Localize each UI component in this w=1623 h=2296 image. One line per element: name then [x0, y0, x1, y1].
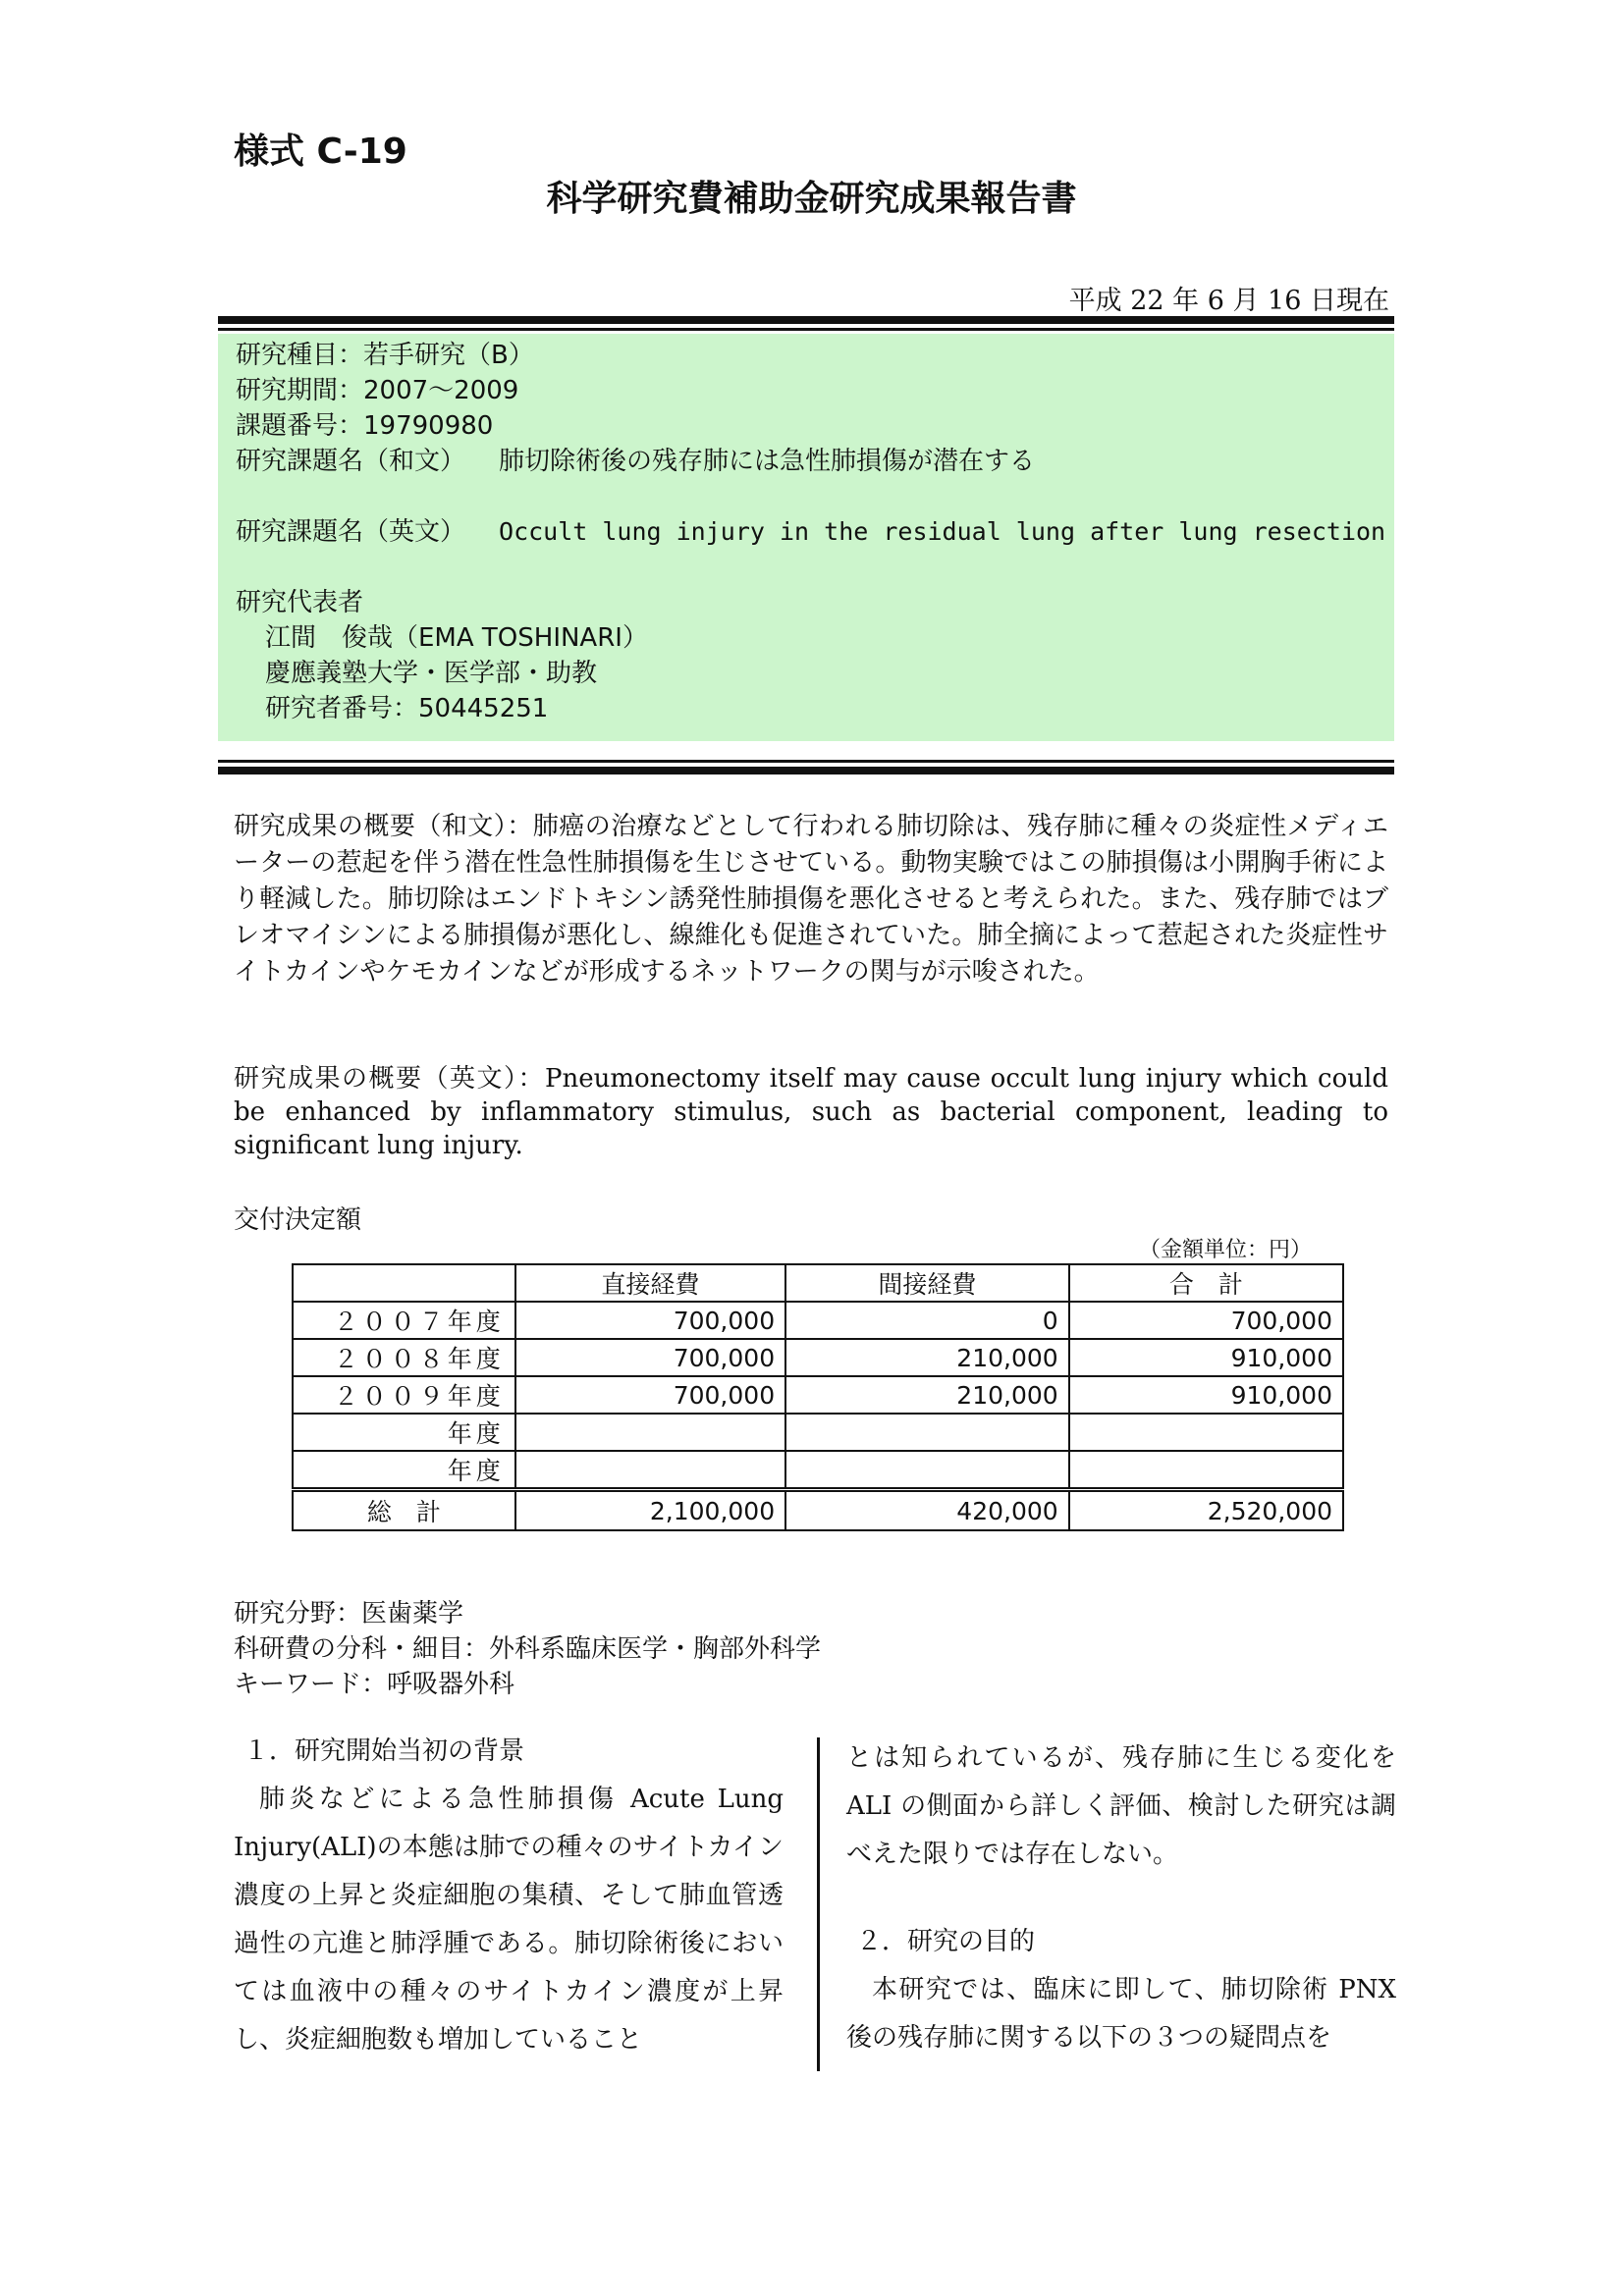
section-2-heading: ２．研究の目的	[856, 1927, 1036, 1956]
grant-total-indirect: 420,000	[785, 1490, 1069, 1531]
project-number: 課題番号：19790980	[236, 411, 494, 441]
form-label: 様式 C-19	[234, 132, 407, 172]
grant-total-direct: 2,100,000	[515, 1490, 785, 1531]
title-ja-row	[236, 444, 1394, 479]
grant-indirect: 0	[785, 1302, 1069, 1339]
abstract-en	[234, 1062, 1388, 1162]
grant-year: ２００８年度	[293, 1339, 515, 1376]
grant-total-row	[293, 1490, 1343, 1531]
body-right-column	[846, 1735, 1396, 2062]
grant-year: ２００９年度	[293, 1376, 515, 1414]
grant-header-direct: 直接経費	[515, 1264, 785, 1302]
table-row	[293, 1302, 1343, 1339]
section-1-continued: とは知られているが、残存肺に生じる変化をALI の側面から詳しく評価、検討した研究は調べえた限りでは存在しない。	[846, 1743, 1396, 1869]
keyword: キーワード：呼吸器外科	[234, 1670, 515, 1699]
title-en-row	[236, 514, 1394, 550]
grant-unit: （金額単位：円）	[1139, 1238, 1313, 1262]
research-period: 研究期間：2007～2009	[236, 376, 519, 405]
grant-total: 910,000	[1069, 1376, 1343, 1414]
abstract-ja	[234, 809, 1388, 990]
grant-direct: 700,000	[515, 1339, 785, 1376]
body-left-column	[234, 1728, 784, 2064]
grant-label: 交付決定額	[234, 1205, 362, 1235]
grant-table	[292, 1263, 1344, 1531]
grant-direct	[515, 1414, 785, 1451]
title-en: Occult lung injury in the residual lung after lung resection	[499, 517, 1386, 546]
top-rule-thick	[218, 316, 1394, 324]
affiliation: 慶應義塾大学・医学部・助教	[265, 659, 598, 688]
classification	[234, 1596, 821, 1702]
section-1-text: 肺炎などによる急性肺損傷 Acute Lung Injury(ALI)の本態は肺での種々のサイトカイン濃度の上昇と炎症細胞の集積、そして肺血管透過性の亢進と肺浮腫である。肺切除術後においては血液中の種々のサイトカイン濃度が上昇し、炎症細胞数も増加していること	[234, 1785, 784, 2055]
column-divider	[817, 1737, 820, 2071]
research-category: 研究種目：若手研究（B）	[236, 341, 534, 370]
grant-direct: 700,000	[515, 1302, 785, 1339]
grant-total-label: 総 計	[293, 1490, 515, 1531]
representative-label: 研究代表者	[236, 588, 364, 617]
grant-header-blank	[293, 1264, 515, 1302]
grant-header-indirect: 間接経費	[785, 1264, 1069, 1302]
grant-total	[1069, 1414, 1343, 1451]
table-row	[293, 1414, 1343, 1451]
representative-name: 江間 俊哉（EMA TOSHINARI）	[265, 623, 648, 653]
bottom-rule-thin	[218, 760, 1394, 763]
grant-indirect	[785, 1414, 1069, 1451]
top-rule-thin	[218, 328, 1394, 331]
grant-indirect: 210,000	[785, 1376, 1069, 1414]
title-en-label: 研究課題名（英文）	[236, 517, 466, 547]
grant-header-total: 合 計	[1069, 1264, 1343, 1302]
title-ja-label: 研究課題名（和文）	[236, 447, 466, 476]
grant-year: ２００７年度	[293, 1302, 515, 1339]
bottom-rule-thick	[218, 767, 1394, 774]
table-row	[293, 1376, 1343, 1414]
grant-year: 年度	[293, 1414, 515, 1451]
title-ja: 肺切除術後の残存肺には急性肺損傷が潜在する	[499, 447, 1036, 476]
grant-direct: 700,000	[515, 1376, 785, 1414]
grant-total-sum: 2,520,000	[1069, 1490, 1343, 1531]
grant-total: 910,000	[1069, 1339, 1343, 1376]
abstract-en-label: 研究成果の概要（英文）：	[234, 1064, 545, 1094]
abstract-en-text: Pneumonectomy itself may cause occult lung injury which could be enhanced by inflammatory stimulus, such as bacterial component, leading to significant lung injury.	[234, 1064, 1388, 1160]
abstract-ja-label: 研究成果の概要（和文）：	[234, 812, 533, 841]
page-title	[0, 171, 1623, 221]
section-1-heading: １．研究開始当初の背景	[243, 1736, 525, 1766]
grant-year: 年度	[293, 1451, 515, 1490]
abstract-ja-text: 肺癌の治療などとして行われる肺切除は、残存肺に種々の炎症性メディエーターの惹起を伴う潜在性急性肺損傷を生じさせている。動物実験ではこの肺損傷は小開胸手術により軽減した。肺切除はエンドトキシン誘発性肺損傷を悪化させると考えられた。また、残存肺ではブレオマイシンによる肺損傷が悪化し、線維化も促進されていた。肺全摘によって惹起された炎症性サイトカインやケモカインなどが形成するネットワークの関与が示唆された。	[234, 812, 1388, 987]
grant-total	[1069, 1451, 1343, 1490]
research-field: 研究分野：医歯薬学	[234, 1599, 464, 1629]
research-subfield: 科研費の分科・細目：外科系臨床医学・胸部外科学	[234, 1634, 822, 1664]
grant-indirect	[785, 1451, 1069, 1490]
grant-total: 700,000	[1069, 1302, 1343, 1339]
table-row	[293, 1451, 1343, 1490]
page-title-text: 科学研究費補助金研究成果報告書	[546, 179, 1077, 219]
researcher-number: 研究者番号：50445251	[265, 694, 549, 723]
grant-header-row	[293, 1264, 1343, 1302]
grant-indirect: 210,000	[785, 1339, 1069, 1376]
summary-box	[218, 334, 1394, 741]
grant-direct	[515, 1451, 785, 1490]
report-date: 平成 22 年 6 月 16 日現在	[1068, 286, 1389, 316]
table-row	[293, 1339, 1343, 1376]
section-2-text: 本研究では、臨床に即して、肺切除術 PNX後の残存肺に関する以下の３つの疑問点を	[846, 1975, 1396, 2053]
